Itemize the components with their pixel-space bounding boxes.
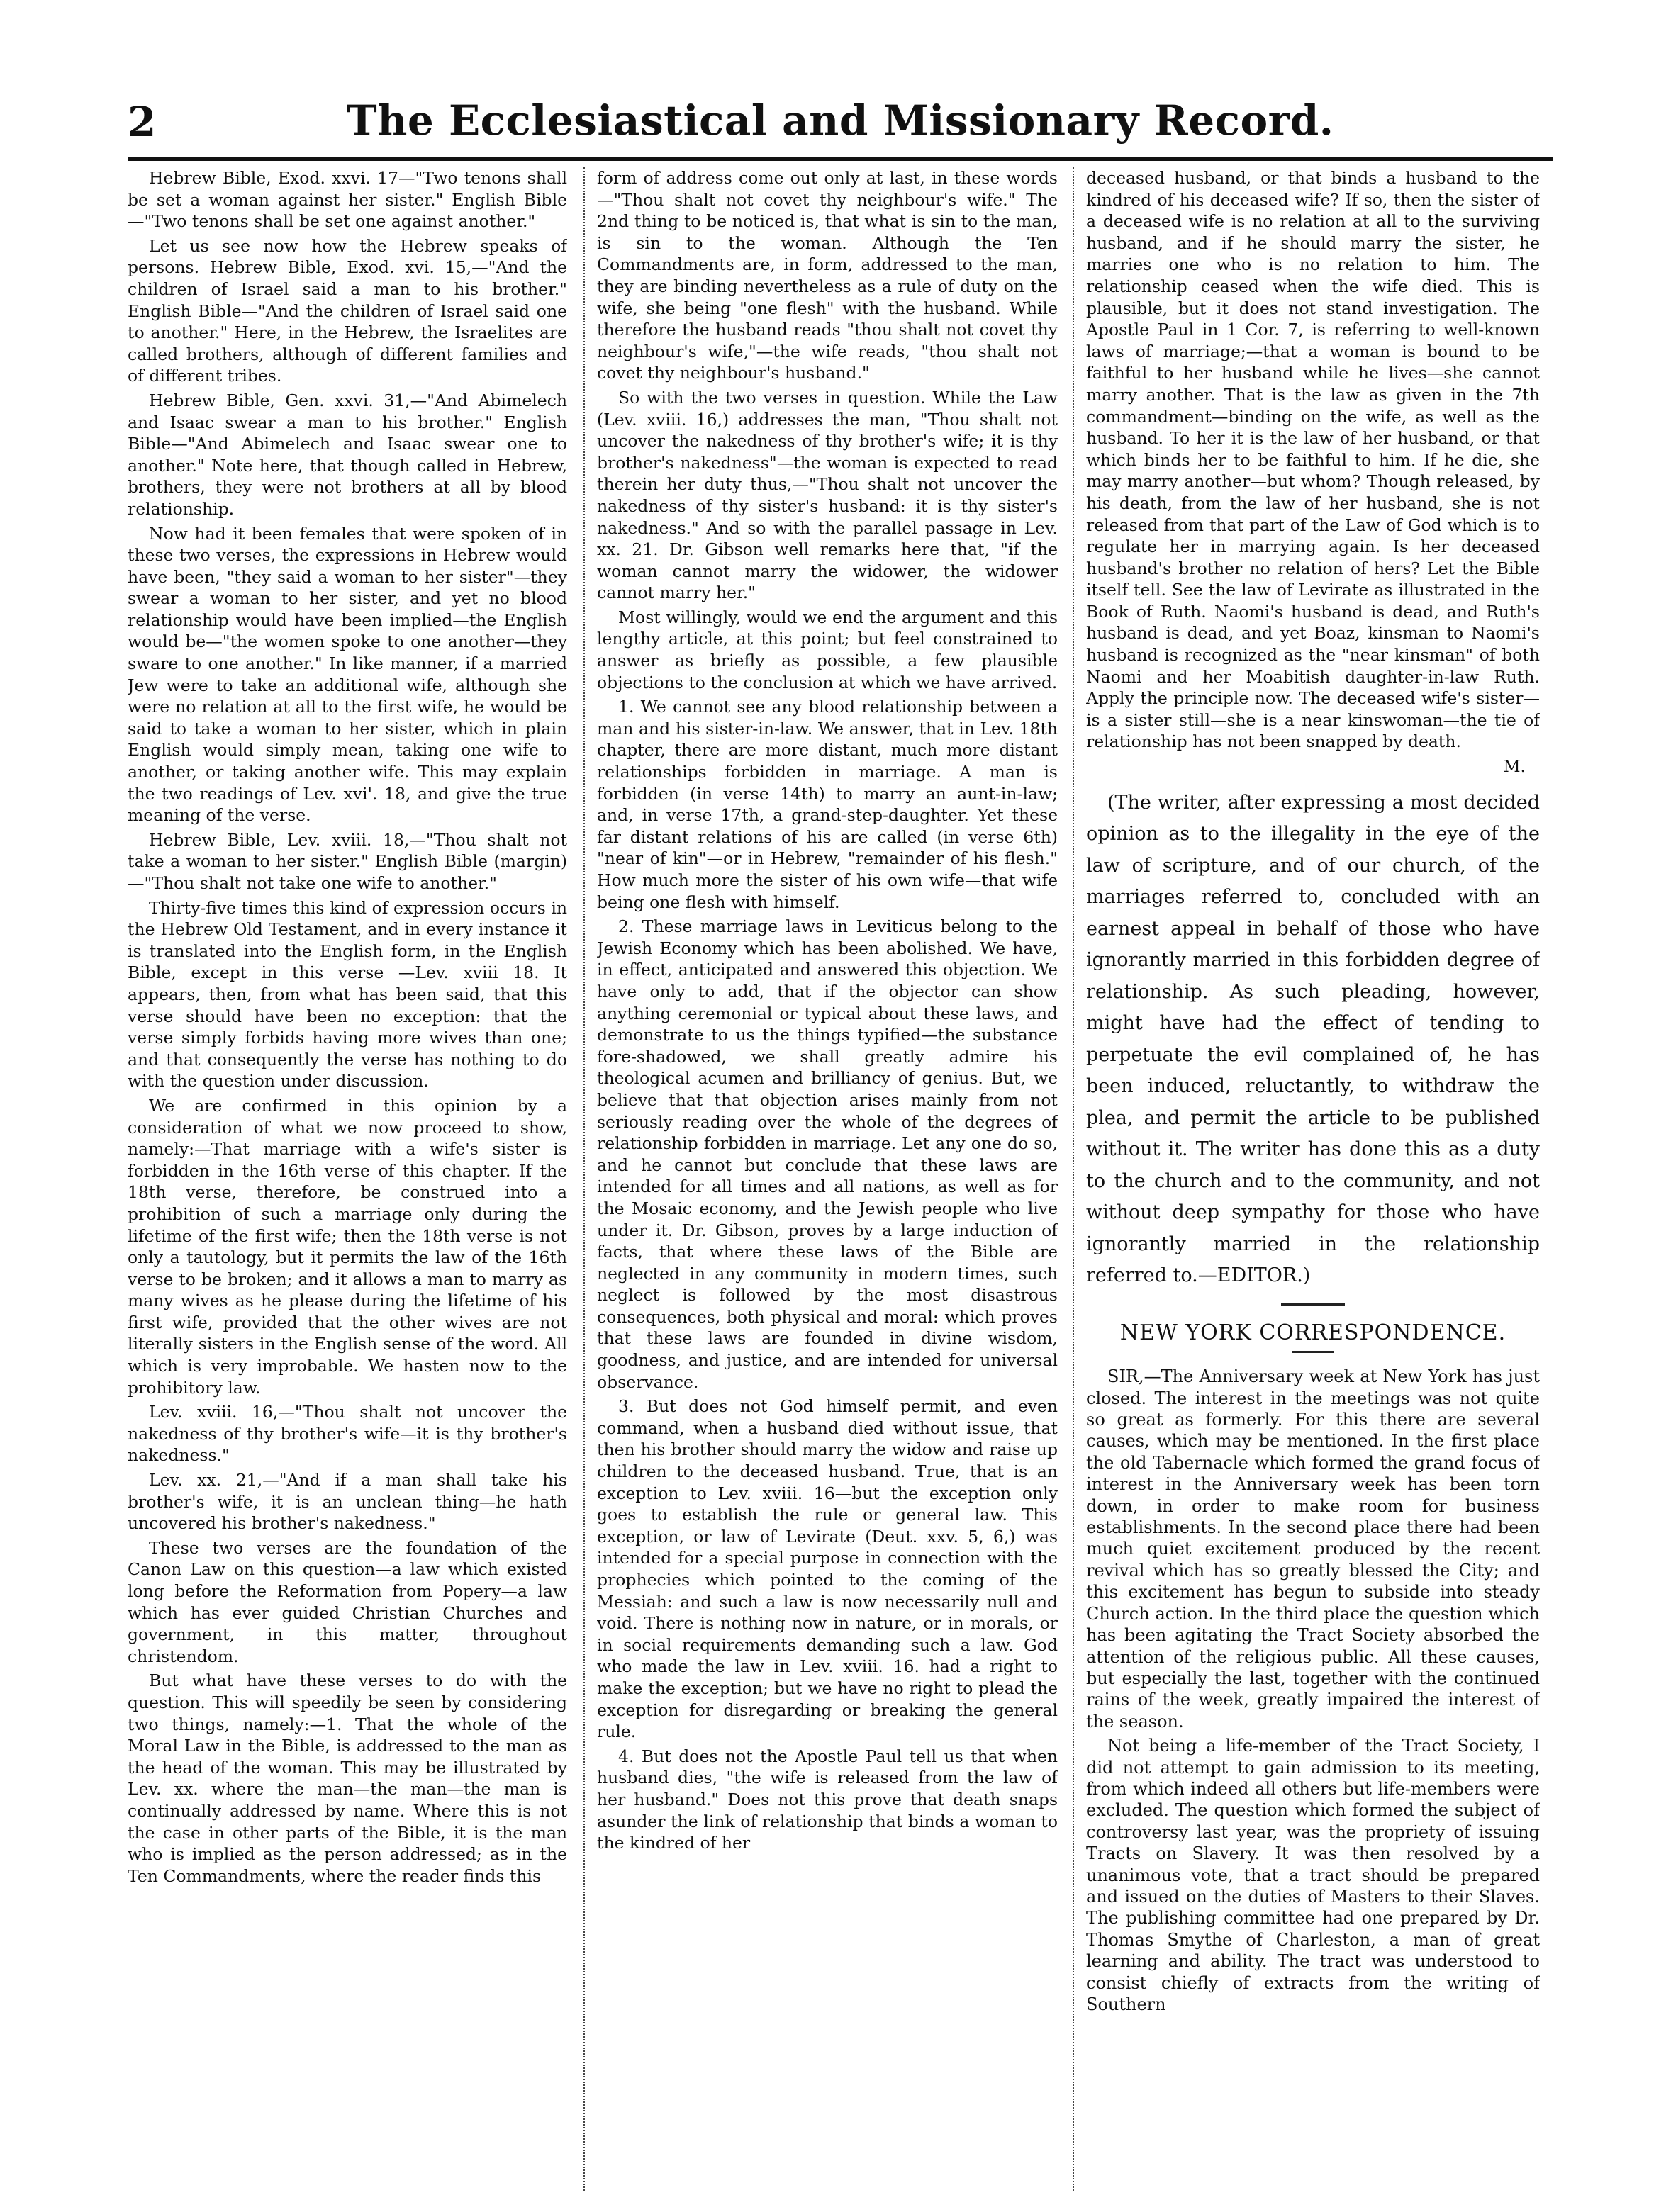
column-divider xyxy=(1073,167,1074,2191)
section-heading: NEW YORK CORRESPONDENCE. xyxy=(1119,1320,1506,1345)
paragraph: Hebrew Bible, Exod. xxvi. 17—"Two tenons shall be set a woman against her sister." English Bible—"Two tenons shall be set one against another." xyxy=(128,168,567,232)
header-rule xyxy=(128,157,1553,161)
paragraph: 3. But does not God himself permit, and even command, when a husband died without issue, that then his brother should marry the widow and raise up children to the deceased husband. True, that is an exception to Lev. xviii. 16—but the exception only goes to establish the rule or general law. This exception, or law of Levirate (Deut. xxv. 5, 6,) was intended for a special purpose in connection with the prophecies which pointed to the coming of the Messiah: and such a law is now necessarily null and void. There is nothing now in nature, or in morals, or in social requirements demanding such a law. God who made the law in Lev. xviii. 16. had a right to make the exception; but we have no right to plead the exception for disregarding or breaking the general rule. xyxy=(597,1396,1058,1742)
correspondence-body xyxy=(1086,1366,1540,2015)
page-header xyxy=(128,92,1553,156)
paragraph: 2. These marriage laws in Leviticus belong to the Jewish Economy which has been abolished. We have, in effect, anticipated and answered this objection. We have only to add, that if the objector can show anything ceremonial or typical about these laws, and demonstrate to us the things typified—the substance fore-shadowed, we shall greatly admire his theological acumen and brilliancy of genius. But, we believe that that objection arises mainly from not seriously reading over the whole of the degrees of relationship forbidden in marriage. Let any one do so, and he cannot but conclude that these laws are intended for all times and all nations, as well as for the Mosaic economy, and the Jewish people who live under it. Dr. Gibson, proves by a large induction of facts, that where these laws of the Bible are neglected in any community in modern times, such neglect is followed by the most disastrous consequences, both physical and moral: which proves that these laws are founded in divine wisdom, goodness, and justice, and are intended for universal observance. xyxy=(597,916,1058,1392)
column-1 xyxy=(128,167,567,2194)
section-separator xyxy=(1292,1351,1334,1353)
column-2 xyxy=(597,167,1058,2194)
paragraph: form of address come out only at last, in these words—"Thou shalt not covet thy neighbour's wife." The 2nd thing to be noticed is, that what is sin to the man, is sin to the woman. Although the Ten Commandments are, in form, addressed to the man, they are binding nevertheless as a rule of duty on the wife, she being "one flesh" with the husband. While therefore the husband reads "thou shalt not covet thy neighbour's wife,"—the wife reads, "thou shalt not covet thy neighbour's husband." xyxy=(597,168,1058,383)
column-divider xyxy=(583,167,585,2191)
paragraph: These two verses are the foundation of the Canon Law on this question—a law which existed long before the Reformation from Popery—a law which has ever guided Christian Churches and government, in this matter, throughout christendom. xyxy=(128,1537,567,1666)
paragraph: Hebrew Bible, Lev. xviii. 18,—"Thou shalt not take a woman to her sister." English Bible (margin)—"Thou shalt not take one wife to another." xyxy=(128,829,567,893)
paragraph: Let us see now how the Hebrew speaks of persons. Hebrew Bible, Exod. xvi. 15,—"And the children of Israel said a man to his brother." English Bible—"And the children of Israel said one to another." Here, in the Hebrew, the Israelites are called brothers, although of different families and of different tribes. xyxy=(128,235,567,386)
author-signature: M. xyxy=(1503,756,1526,777)
paragraph: Now had it been females that were spoken of in these two verses, the expressions in Hebrew would have been, "they said a woman to her sister"—they swear a woman to her sister, and yet no blood relationship would have been implied—the English would be—"the women spoke to one another—they sware to one another." In like manner, if a married Jew were to take an additional wife, although she were no relation at all to the first wife, he would be said to take a woman to her sister, which in plain English would simply mean, taking one wife to another, or taking another wife. This may explain the two readings of Lev. xvi'. 18, and give the true meaning of the verse. xyxy=(128,523,567,826)
paragraph: Thirty-five times this kind of expression occurs in the Hebrew Old Testament, and in every instance it is translated into the English form, in the English Bible, except in this verse —Lev. xviii 18. It appears, then, from what has been said, that this verse should have been no exception: that the verse simply forbids having more wives than one; and that consequently the verse has nothing to do with the question under discussion. xyxy=(128,897,567,1091)
paragraph: Lev. xviii. 16,—"Thou shalt not uncover the nakedness of thy brother's wife—it is thy brother's nakedness." xyxy=(128,1402,567,1466)
column-3 xyxy=(1086,167,1540,2194)
journal-title: The Ecclesiastical and Missionary Record. xyxy=(346,96,1334,145)
section-separator xyxy=(1281,1303,1345,1306)
paragraph: So with the two verses in question. While the Law (Lev. xviii. 16,) addresses the man, "Thou shalt not uncover the nakedness of thy brother's wife; it is thy brother's nakedness"—the woman is expected to read therein her duty thus,—"Thou shalt not uncover the nakedness of thy sister's husband: it is thy sister's nakedness." And so with the parallel passage in Lev. xx. 21. Dr. Gibson well remarks here that, "if the woman cannot marry the widower, the widower cannot marry her." xyxy=(597,387,1058,603)
paragraph: But what have these verses to do with the question. This will speedily be seen by considering two things, namely:—1. That the whole of the Moral Law in the Bible, is addressed to the man as the head of the woman. This may be illustrated by Lev. xx. where the man—the man—the man is continually addressed by name. Where this is not the case in other parts of the Bible, it is the man who is implied as the person addressed; as in the Ten Commandments, where the reader finds this xyxy=(128,1671,567,1886)
page-number: 2 xyxy=(128,98,157,146)
paragraph: Not being a life-member of the Tract Society, I did not attempt to gain admission to its meeting, from which indeed all others but life-members were excluded. The question which formed the subject of controversy last year, was the propriety of issuing Tracts on Slavery. It was then resolved by a unanimous vote, that a tract should be prepared and issued on the duties of Masters to their Slaves. The publishing committee had one prepared by Dr. Thomas Smythe of Charleston, a man of great learning and ability. The tract was understood to consist chiefly of extracts from the writing of Southern xyxy=(1086,1736,1540,2014)
paragraph: deceased husband, or that binds a husband to the kindred of his deceased wife? If so, then the sister of a deceased wife is no relation at all to the surviving husband, and if he should marry the sister, he marries one who is no relation to him. The relationship ceased when the wife died. This is plausible, but it does not stand investigation. The Apostle Paul in 1 Cor. 7, is referring to well-known laws of marriage;—that a woman is bound to be faithful to her husband while he lives—she cannot marry another. That is the law as given in the 7th commandment—binding on the wife, as well as the husband. To her it is the law of her husband, or that which binds her to be faithful to him. If he die, she may marry another—but whom? Though released, by his death, from the law of her husband, she is not released from that part of the Law of God which is to regulate her in marrying again. Is her deceased husband's brother no relation of hers? Let the Bible itself tell. See the law of Levirate as illustrated in the Book of Ruth. Naomi's husband is dead, and Ruth's husband is dead, and yet Boaz, kinsman to Naomi's husband is recognized as the "near kinsman" of both Naomi and her Moabitish daughter-in-law Ruth. Apply the principle now. The deceased wife's sister—is a sister still—she is a near kinswoman—the tie of relationship has not been snapped by death. xyxy=(1086,168,1540,752)
paragraph: SIR,—The Anniversary week at New York has just closed. The interest in the meetings was not quite so great as formerly. For this there are several causes, which may be mentioned. In the first place the old Tabernacle which formed the grand focus of interest in the Anniversary week has been torn down, in order to make room for business establishments. In the second place there had been much quiet excitement produced by the recent revival which has so greatly blessed the City; and this excitement has begun to subside into steady Church action. In the third place the question which has been agitating the Tract Society absorbed the attention of the religious public. All these causes, but especially the last, together with the continued rains of the week, greatly impaired the interest of the season. xyxy=(1086,1366,1540,1731)
editor-note: (The writer, after expressing a most decided opinion as to the illegality in the eye of the law of scripture, and of our church, of the marriages referred to, concluded with an earnest appeal in behalf of those who have ignorantly married in this forbidden degree of relationship. As such pleading, however, might have had the effect of tending to perpetuate the evil complained of, he has been induced, reluctantly, to withdraw the plea, and permit the article to be published without it. The writer has done this as a duty to the church and to the community, and not without deep sympathy for those who have ignorantly married in the relationship referred to.—EDITOR.) xyxy=(1086,791,1540,1287)
paragraph: We are confirmed in this opinion by a consideration of what we now proceed to show, namely:—That marriage with a wife's sister is forbidden in the 16th verse of this chapter. If the 18th verse, therefore, be construed into a prohibition of such a marriage only during the lifetime of the first wife; then the 18th verse is not only a tautology, but it permits the law of the 16th verse to be broken; and it allows a man to marry as many wives as he please during the lifetime of his first wife, provided that the other wives are not literally sisters in the English sense of the word. All which is very improbable. We hasten now to the prohibitory law. xyxy=(128,1095,567,1398)
paragraph: Most willingly, would we end the argument and this lengthy article, at this point; but feel constrained to answer as briefly as possible, a few plausible objections to the conclusion at which we have arrived. xyxy=(597,607,1058,692)
paragraph: 4. But does not the Apostle Paul tell us that when husband dies, "the wife is released from the law of her husband." Does not this prove that death snaps asunder the link of relationship that binds a woman to the kindred of her xyxy=(597,1746,1058,1853)
paragraph: 1. We cannot see any blood relationship between a man and his sister-in-law. We answer, that in Lev. 18th chapter, there are more distant, much more distant relationships forbidden in marriage. A man is forbidden (in verse 14th) to marry an aunt-in-law; and, in verse 17th, a grand-step-daughter. Yet these far distant relations of his are called (in verse 6th) "near of kin"—or in Hebrew, "remainder of his flesh." How much more the sister of his own wife—that wife being one flesh with himself. xyxy=(597,697,1058,912)
paragraph: Hebrew Bible, Gen. xxvi. 31,—"And Abimelech and Isaac swear a man to his brother." English Bible—"And Abimelech and Isaac swear one to another." Note here, that though called in Hebrew, brothers, they were not brothers at all by blood relationship. xyxy=(128,390,567,519)
paragraph: Lev. xx. 21,—"And if a man shall take his brother's wife, it is an unclean thing—he hath uncovered his brother's nakedness." xyxy=(128,1470,567,1534)
